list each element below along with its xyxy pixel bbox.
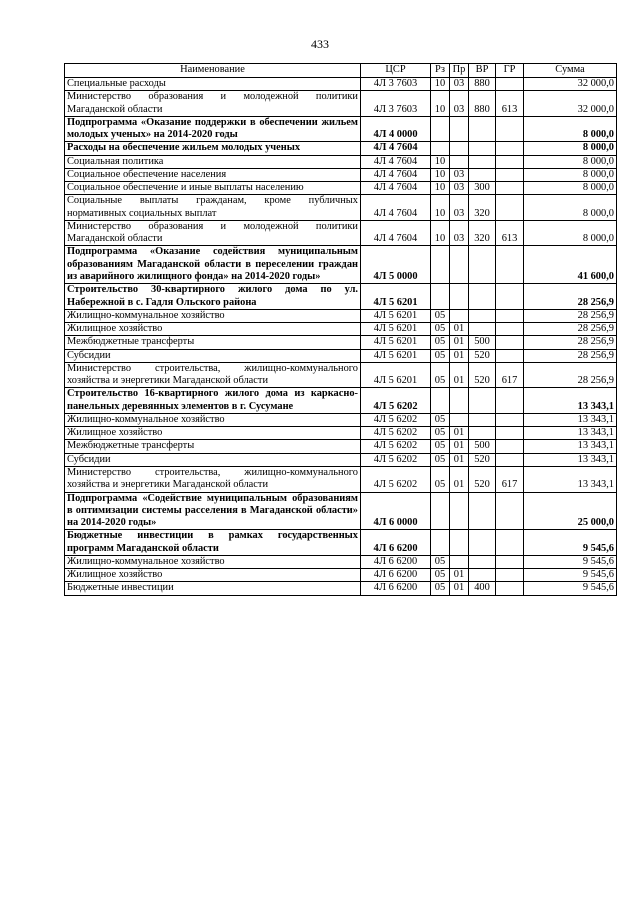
row-vr-cell [469,427,496,440]
header-gr: ГР [496,64,524,78]
row-gr-cell [496,78,524,91]
row-rz-cell: 05 [431,413,450,426]
row-vr-cell: 500 [469,336,496,349]
row-gr-cell [496,413,524,426]
row-pr-cell [450,155,469,168]
row-rz-cell [431,284,450,310]
table-row [65,582,617,595]
row-csr-cell: 4Л 5 6202 [361,466,431,492]
row-rz-cell: 10 [431,195,450,221]
table-row [65,427,617,440]
header-name: Наименование [65,64,361,78]
table-row [65,309,617,322]
row-gr-cell [496,142,524,155]
row-vr-cell [469,284,496,310]
row-rz-cell: 10 [431,220,450,246]
row-name-cell: Жилищно-коммунальное хозяйство [65,309,361,322]
row-gr-cell [496,440,524,453]
row-sum-cell: 8 000,0 [524,220,617,246]
row-pr-cell [450,413,469,426]
row-name-cell: Подпрограмма «Содействие муниципальным образованиям в оптимизации системы расселения в Магаданской области» на 2014-2020 годы» [65,492,361,530]
row-csr-cell: 4Л 6 6200 [361,530,431,556]
row-rz-cell [431,116,450,142]
row-name-cell: Бюджетные инвестиции [65,582,361,595]
row-rz-cell [431,142,450,155]
row-name-cell: Специальные расходы [65,78,361,91]
row-name-cell: Бюджетные инвестиции в рамках государственных программ Магаданской области [65,530,361,556]
header-sum: Сумма [524,64,617,78]
row-vr-cell [469,530,496,556]
row-pr-cell: 01 [450,453,469,466]
table-row [65,78,617,91]
row-gr-cell: 613 [496,220,524,246]
row-rz-cell: 05 [431,582,450,595]
header-pr: Пр [450,64,469,78]
row-pr-cell [450,309,469,322]
row-sum-cell: 13 343,1 [524,440,617,453]
row-vr-cell [469,569,496,582]
row-sum-cell: 13 343,1 [524,388,617,414]
row-csr-cell: 4Л 5 6201 [361,323,431,336]
row-csr-cell: 4Л 5 6201 [361,336,431,349]
row-sum-cell: 8 000,0 [524,116,617,142]
row-gr-cell [496,555,524,568]
row-vr-cell: 400 [469,582,496,595]
row-csr-cell: 4Л 5 6201 [361,284,431,310]
row-name-cell: Строительство 30-квартирного жилого дома по ул. Набережной в с. Гадля Ольского района [65,284,361,310]
row-pr-cell: 01 [450,582,469,595]
row-sum-cell: 13 343,1 [524,413,617,426]
table-row [65,440,617,453]
table-body [65,78,617,596]
row-name-cell: Межбюджетные трансферты [65,336,361,349]
row-vr-cell [469,168,496,181]
row-rz-cell [431,246,450,284]
header-vr: ВР [469,64,496,78]
row-gr-cell [496,336,524,349]
row-gr-cell [496,284,524,310]
row-rz-cell: 05 [431,336,450,349]
row-name-cell: Жилищное хозяйство [65,323,361,336]
row-sum-cell: 8 000,0 [524,182,617,195]
row-name-cell: Социальное обеспечение и иные выплаты населению [65,182,361,195]
row-pr-cell [450,284,469,310]
row-vr-cell [469,555,496,568]
row-csr-cell: 4Л 5 6202 [361,440,431,453]
row-rz-cell: 05 [431,453,450,466]
row-pr-cell: 01 [450,466,469,492]
row-sum-cell: 13 343,1 [524,453,617,466]
row-pr-cell: 01 [450,569,469,582]
row-name-cell: Министерство строительства, жилищно-коммунального хозяйства и энергетики Магаданской области [65,362,361,388]
row-pr-cell [450,246,469,284]
row-name-cell: Жилищно-коммунальное хозяйство [65,413,361,426]
row-csr-cell: 4Л 4 7604 [361,155,431,168]
row-vr-cell: 520 [469,453,496,466]
row-sum-cell: 9 545,6 [524,569,617,582]
row-sum-cell: 13 343,1 [524,427,617,440]
row-name-cell: Подпрограмма «Оказание поддержки в обеспечении жильем молодых ученых» на 2014-2020 годы [65,116,361,142]
row-gr-cell [496,155,524,168]
table-row [65,569,617,582]
row-vr-cell: 520 [469,466,496,492]
row-pr-cell [450,388,469,414]
table-row [65,220,617,246]
row-vr-cell: 320 [469,195,496,221]
row-sum-cell: 9 545,6 [524,555,617,568]
row-gr-cell: 617 [496,362,524,388]
row-rz-cell: 05 [431,440,450,453]
table-row [65,388,617,414]
table-row [65,284,617,310]
row-gr-cell [496,582,524,595]
row-sum-cell: 8 000,0 [524,155,617,168]
row-pr-cell: 03 [450,220,469,246]
row-csr-cell: 4Л 5 6202 [361,427,431,440]
row-gr-cell [496,530,524,556]
row-pr-cell: 03 [450,168,469,181]
table-header-row [65,64,617,78]
row-sum-cell: 41 600,0 [524,246,617,284]
row-rz-cell: 05 [431,555,450,568]
row-sum-cell: 9 545,6 [524,530,617,556]
row-pr-cell: 03 [450,78,469,91]
row-name-cell: Субсидии [65,453,361,466]
row-name-cell: Жилищно-коммунальное хозяйство [65,555,361,568]
table-row [65,168,617,181]
row-csr-cell: 4Л 5 0000 [361,246,431,284]
row-gr-cell [496,116,524,142]
table-row [65,530,617,556]
row-gr-cell [496,309,524,322]
row-rz-cell: 10 [431,155,450,168]
row-vr-cell [469,323,496,336]
row-name-cell: Социальная политика [65,155,361,168]
row-sum-cell: 32 000,0 [524,91,617,117]
table-row [65,492,617,530]
row-gr-cell [496,323,524,336]
table-row [65,323,617,336]
row-pr-cell: 01 [450,440,469,453]
row-name-cell: Жилищное хозяйство [65,427,361,440]
row-csr-cell: 4Л 3 7603 [361,91,431,117]
row-name-cell: Социальное обеспечение населения [65,168,361,181]
row-sum-cell: 28 256,9 [524,309,617,322]
row-pr-cell [450,116,469,142]
row-gr-cell [496,195,524,221]
row-csr-cell: 4Л 4 7604 [361,182,431,195]
row-pr-cell: 03 [450,195,469,221]
row-csr-cell: 4Л 5 6201 [361,362,431,388]
page-number: 433 [311,37,329,51]
table-row [65,336,617,349]
row-vr-cell [469,413,496,426]
row-sum-cell: 13 343,1 [524,466,617,492]
row-gr-cell [496,453,524,466]
row-pr-cell: 03 [450,91,469,117]
row-gr-cell: 613 [496,91,524,117]
row-sum-cell: 25 000,0 [524,492,617,530]
table-row [65,413,617,426]
row-pr-cell [450,555,469,568]
row-vr-cell: 520 [469,349,496,362]
row-csr-cell: 4Л 6 6200 [361,582,431,595]
row-vr-cell: 320 [469,220,496,246]
row-sum-cell: 28 256,9 [524,323,617,336]
table-row [65,142,617,155]
row-rz-cell: 05 [431,362,450,388]
row-vr-cell [469,142,496,155]
row-csr-cell: 4Л 5 6202 [361,388,431,414]
row-name-cell: Субсидии [65,349,361,362]
row-gr-cell [496,246,524,284]
row-pr-cell: 01 [450,349,469,362]
row-rz-cell [431,492,450,530]
row-vr-cell: 520 [469,362,496,388]
row-vr-cell: 500 [469,440,496,453]
table-row [65,466,617,492]
row-gr-cell [496,569,524,582]
row-csr-cell: 4Л 5 6202 [361,413,431,426]
table-row [65,182,617,195]
table-row [65,155,617,168]
row-gr-cell [496,427,524,440]
row-gr-cell [496,182,524,195]
row-sum-cell: 32 000,0 [524,78,617,91]
row-sum-cell: 9 545,6 [524,582,617,595]
row-rz-cell: 05 [431,569,450,582]
row-sum-cell: 28 256,9 [524,336,617,349]
row-rz-cell: 05 [431,309,450,322]
row-csr-cell: 4Л 4 7604 [361,168,431,181]
row-pr-cell: 01 [450,362,469,388]
row-rz-cell: 05 [431,349,450,362]
row-csr-cell: 4Л 4 7604 [361,195,431,221]
row-vr-cell [469,155,496,168]
row-rz-cell: 10 [431,78,450,91]
row-pr-cell [450,492,469,530]
row-gr-cell [496,168,524,181]
row-vr-cell: 880 [469,78,496,91]
table-row [65,116,617,142]
header-rz: Рз [431,64,450,78]
row-vr-cell: 880 [469,91,496,117]
row-csr-cell: 4Л 6 6200 [361,555,431,568]
row-vr-cell [469,246,496,284]
row-gr-cell: 617 [496,466,524,492]
row-pr-cell: 01 [450,427,469,440]
row-name-cell: Расходы на обеспечение жильем молодых ученых [65,142,361,155]
row-csr-cell: 4Л 6 6200 [361,569,431,582]
row-rz-cell: 10 [431,91,450,117]
row-rz-cell: 10 [431,168,450,181]
row-csr-cell: 4Л 6 0000 [361,492,431,530]
row-sum-cell: 28 256,9 [524,349,617,362]
row-vr-cell [469,492,496,530]
table-row [65,195,617,221]
row-rz-cell: 10 [431,182,450,195]
row-csr-cell: 4Л 4 0000 [361,116,431,142]
header-csr: ЦСР [361,64,431,78]
row-pr-cell: 01 [450,336,469,349]
row-vr-cell [469,309,496,322]
row-sum-cell: 8 000,0 [524,168,617,181]
row-gr-cell [496,349,524,362]
table-row [65,246,617,284]
row-sum-cell: 8 000,0 [524,142,617,155]
row-gr-cell [496,388,524,414]
row-csr-cell: 4Л 4 7604 [361,220,431,246]
row-vr-cell: 300 [469,182,496,195]
row-name-cell: Министерство образования и молодежной политики Магаданской области [65,91,361,117]
row-name-cell: Подпрограмма «Оказание содействия муниципальным образованиям Магаданской области в переселении граждан из аварийного жилищного фонда» на 2014-2020 годы» [65,246,361,284]
row-vr-cell [469,116,496,142]
row-rz-cell: 05 [431,323,450,336]
row-sum-cell: 8 000,0 [524,195,617,221]
row-pr-cell: 03 [450,182,469,195]
row-csr-cell: 4Л 3 7603 [361,78,431,91]
row-csr-cell: 4Л 4 7604 [361,142,431,155]
row-csr-cell: 4Л 5 6201 [361,349,431,362]
row-csr-cell: 4Л 5 6202 [361,453,431,466]
table-row [65,349,617,362]
row-rz-cell: 05 [431,427,450,440]
row-sum-cell: 28 256,9 [524,362,617,388]
row-name-cell: Министерство образования и молодежной политики Магаданской области [65,220,361,246]
table-row [65,555,617,568]
row-pr-cell: 01 [450,323,469,336]
row-rz-cell [431,388,450,414]
row-vr-cell [469,388,496,414]
table-row [65,91,617,117]
table-row [65,362,617,388]
budget-table [64,63,617,596]
row-pr-cell [450,142,469,155]
row-name-cell: Строительство 16-квартирного жилого дома из каркасно-панельных деревянных элементов в г. Сусумане [65,388,361,414]
row-gr-cell [496,492,524,530]
row-pr-cell [450,530,469,556]
row-rz-cell [431,530,450,556]
row-csr-cell: 4Л 5 6201 [361,309,431,322]
row-name-cell: Жилищное хозяйство [65,569,361,582]
row-name-cell: Министерство строительства, жилищно-коммунального хозяйства и энергетики Магаданской области [65,466,361,492]
table-row [65,453,617,466]
row-name-cell: Межбюджетные трансферты [65,440,361,453]
row-sum-cell: 28 256,9 [524,284,617,310]
row-name-cell: Социальные выплаты гражданам, кроме публичных нормативных социальных выплат [65,195,361,221]
row-rz-cell: 05 [431,466,450,492]
